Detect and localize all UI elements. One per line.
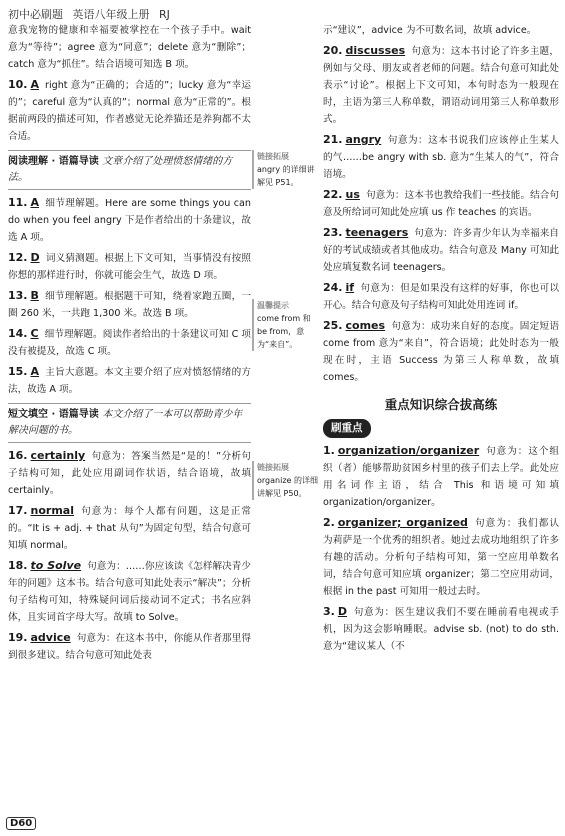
- answer-17: [8, 502, 251, 554]
- question-number: 1.: [323, 444, 335, 457]
- question-number: 3.: [323, 605, 335, 618]
- answer-key: C: [30, 327, 39, 340]
- explanation: 句意为：但是如果没有这样的好事，你也可以开心。结合句意及句子结构可知此处用连词 if。: [323, 283, 559, 311]
- section-title: 短文填空 · 语篇导读: [8, 409, 99, 420]
- section-title: 阅读理解 · 语篇导读: [8, 156, 99, 167]
- section-cloze: [8, 403, 251, 443]
- section-reading: [8, 150, 251, 190]
- answer-key: D: [337, 605, 347, 618]
- answer-key: certainly: [30, 449, 86, 462]
- answer-key: D: [30, 251, 40, 264]
- answer-10: [8, 76, 251, 145]
- explanation: 句意为：这个组织（者）能够帮助贫困乡村里的孩子们去上学。此处应用名词作主语，结合 This 和语境可知填 organization/organizer。: [323, 446, 559, 508]
- answer-key: to Solve: [30, 559, 82, 572]
- explanation: 细节理解题。阅读作者给出的十条建议可知 C 项没有被提及，故选 C 项。: [8, 329, 251, 357]
- explanation: 句意为：我们都认为莉萨是一个优秀的组织者。她过去成功地组织了许多有趣的活动。分析句子结构可知，第一空应用单数名词，结合句意可知应填 organizer；第二空应用动词，根据 in the past 可知用一般过去时。: [323, 518, 560, 597]
- answer-key: A: [30, 196, 40, 209]
- explanation: 词义猜测题。根据上下文可知，当事情没有按照你想的那样进行时，你就可能会生气，故选 D 项。: [8, 253, 251, 281]
- question-number: 14.: [8, 327, 28, 340]
- answer-key: B: [30, 289, 39, 302]
- note-link-angry: [252, 150, 318, 189]
- left-column: [8, 22, 251, 667]
- note-text: come from 和 be from，意为“来自”。: [257, 314, 311, 349]
- explanation: 主旨大意题。本文主要介绍了应对愤怒情绪的方法，故选 A 项。: [8, 367, 251, 395]
- explanation: 句意为：成功来自好的态度。固定短语 come from 意为“来自”，符合语境；此处时态为一般现在时，主语 Success 为第三人称单数，故填 comes。: [323, 321, 559, 383]
- question-number: 2.: [323, 516, 335, 529]
- answer-24: [323, 279, 559, 314]
- practice-badge: 刷重点: [323, 419, 371, 438]
- answer-13: [8, 287, 251, 322]
- answer-18: [8, 557, 251, 626]
- right-column: [323, 22, 559, 658]
- explanation: 句意为：许多青少年认为幸福来自好的考试成绩或者其他成功。结合句意及 Many 可知此处应填复数名词 teenagers。: [323, 228, 559, 273]
- answer-11: [8, 194, 251, 246]
- answer-key: normal: [30, 504, 74, 517]
- answer-key: A: [30, 365, 40, 378]
- answer-key: us: [345, 188, 360, 201]
- explanation: 句意为：每个人都有问题，这是正常的。“It is + adj. + that 从句”为固定句型，结合句意可知填 normal。: [8, 506, 251, 551]
- key-answer-2: [323, 514, 559, 600]
- side-notes: [252, 150, 318, 610]
- answer-25: [323, 317, 559, 386]
- note-title: 温馨提示: [257, 301, 289, 310]
- question-number: 18.: [8, 559, 28, 572]
- continued-text: 示“建议”，advice 为不可数名词，故填 advice。: [323, 25, 537, 36]
- continued-text: 意我宠物的健康和幸福要被掌控在一个孩子手中。wait 意为“等待”；agree 意为“同意”；delete 意为“删除”；catch 意为“抓住”。结合语境可知选 B 项。: [8, 25, 251, 70]
- question-number: 20.: [323, 44, 343, 57]
- question-number: 12.: [8, 251, 28, 264]
- page-header: [8, 6, 176, 22]
- explanation: 句意为：医生建议我们不要在睡前看电视或手机，因为这会影响睡眠。advise sb. (not) to do sth. 意为“建议某人（不: [323, 607, 559, 652]
- book-name: 英语八年级上册: [72, 8, 150, 21]
- answer-12: [8, 249, 251, 284]
- answer-16: [8, 447, 251, 499]
- section-lead: 本文介绍了一本可以帮助青少年解决问题的书。: [8, 409, 243, 436]
- question-number: 19.: [8, 631, 28, 644]
- answer-21: [323, 131, 559, 183]
- answer-19: [8, 629, 251, 664]
- answer-20: [323, 42, 559, 128]
- answer-23: [323, 224, 559, 276]
- answer-15: [8, 363, 251, 398]
- explanation: 句意为：这本书讨论了许多主题，例如与父母、朋友或者老师的问题。结合句意可知此处表示“讨论”。根据上下文可知，本句时态为一般现在时，主语为第三人称单数，谓语动词用第三人称单数形式。: [323, 46, 559, 125]
- answer-key: discusses: [345, 44, 406, 57]
- question-number: 17.: [8, 504, 28, 517]
- section-lead: 文章介绍了处理愤怒情绪的方法。: [8, 156, 233, 183]
- note-text: angry 的详细讲解见 P51。: [257, 165, 315, 187]
- question-number: 22.: [323, 188, 343, 201]
- answer-key: A: [30, 78, 40, 91]
- page-number: D60: [6, 817, 36, 830]
- question-number: 23.: [323, 226, 343, 239]
- explanation: 细节理解题。根据题干可知，绕着家跑五圈，一圈 260 米，一共跑 1,300 米。故选 B 项。: [8, 291, 251, 319]
- answer-key: organizer; organized: [337, 516, 468, 529]
- explanation: 句意为：这本书也教给我们一些技能。结合句意及所给词可知此处应填 us 作 teaches 的宾语。: [323, 190, 559, 218]
- explanation: 句意为：……你应该读《怎样解决青少年的问题》这本书。结合句意可知此处表示“解决”；分析句子结构可知，特殊疑问词后接动词不定式；书名应斜体，且实词首字母大写。故填 to Solve。: [8, 561, 251, 623]
- question-number: 11.: [8, 196, 28, 209]
- explanation: 句意为：答案当然是“是的！”分析句子结构可知，此处应用副词作状语，结合语境，故填 certainly。: [8, 451, 251, 496]
- section-heading: 重点知识综合拔高练: [384, 397, 498, 412]
- question-number: 10.: [8, 78, 28, 91]
- question-number: 13.: [8, 289, 28, 302]
- note-title: 链接拓展: [257, 152, 289, 161]
- explanation: 句意为：这本书说我们应该停止生某人的气……be angry with sb. 意为“生某人的气”，符合语境。: [323, 135, 559, 180]
- explanation: 句意为：在这本书中，你能从作者那里得到很多建议。结合句意可知此处表: [8, 633, 251, 661]
- edition: RJ: [159, 8, 170, 21]
- explanation: 细节理解题。Here are some things you can do when you feel angry 下是作者给出的十条建议，故选 A 项。: [8, 198, 251, 243]
- note-text: organize 的详细讲解见 P50。: [257, 476, 318, 498]
- answer-key: organization/organizer: [337, 444, 480, 457]
- answer-key: if: [345, 281, 355, 294]
- answer-key: angry: [345, 133, 382, 146]
- note-title: 链接拓展: [257, 463, 289, 472]
- note-link-organize: [252, 461, 318, 500]
- series-name: 初中必刷题: [8, 8, 63, 21]
- answer-key: teenagers: [345, 226, 409, 239]
- explanation: right 意为“正确的；合适的”；lucky 意为“幸运的”；careful 意为“认真的”；normal 意为“正常的”。根据前两段的描述可知，作者感觉无论养猫还是养狗都不太合适。: [8, 80, 251, 142]
- key-answer-1: [323, 442, 559, 511]
- question-number: 16.: [8, 449, 28, 462]
- answer-14: [8, 325, 251, 360]
- note-tip-come-from: [252, 299, 318, 351]
- answer-22: [323, 186, 559, 221]
- key-answer-3: [323, 603, 559, 655]
- question-number: 25.: [323, 319, 343, 332]
- question-number: 24.: [323, 281, 343, 294]
- question-number: 15.: [8, 365, 28, 378]
- answer-key: comes: [345, 319, 386, 332]
- question-number: 21.: [323, 133, 343, 146]
- answer-key: advice: [30, 631, 71, 644]
